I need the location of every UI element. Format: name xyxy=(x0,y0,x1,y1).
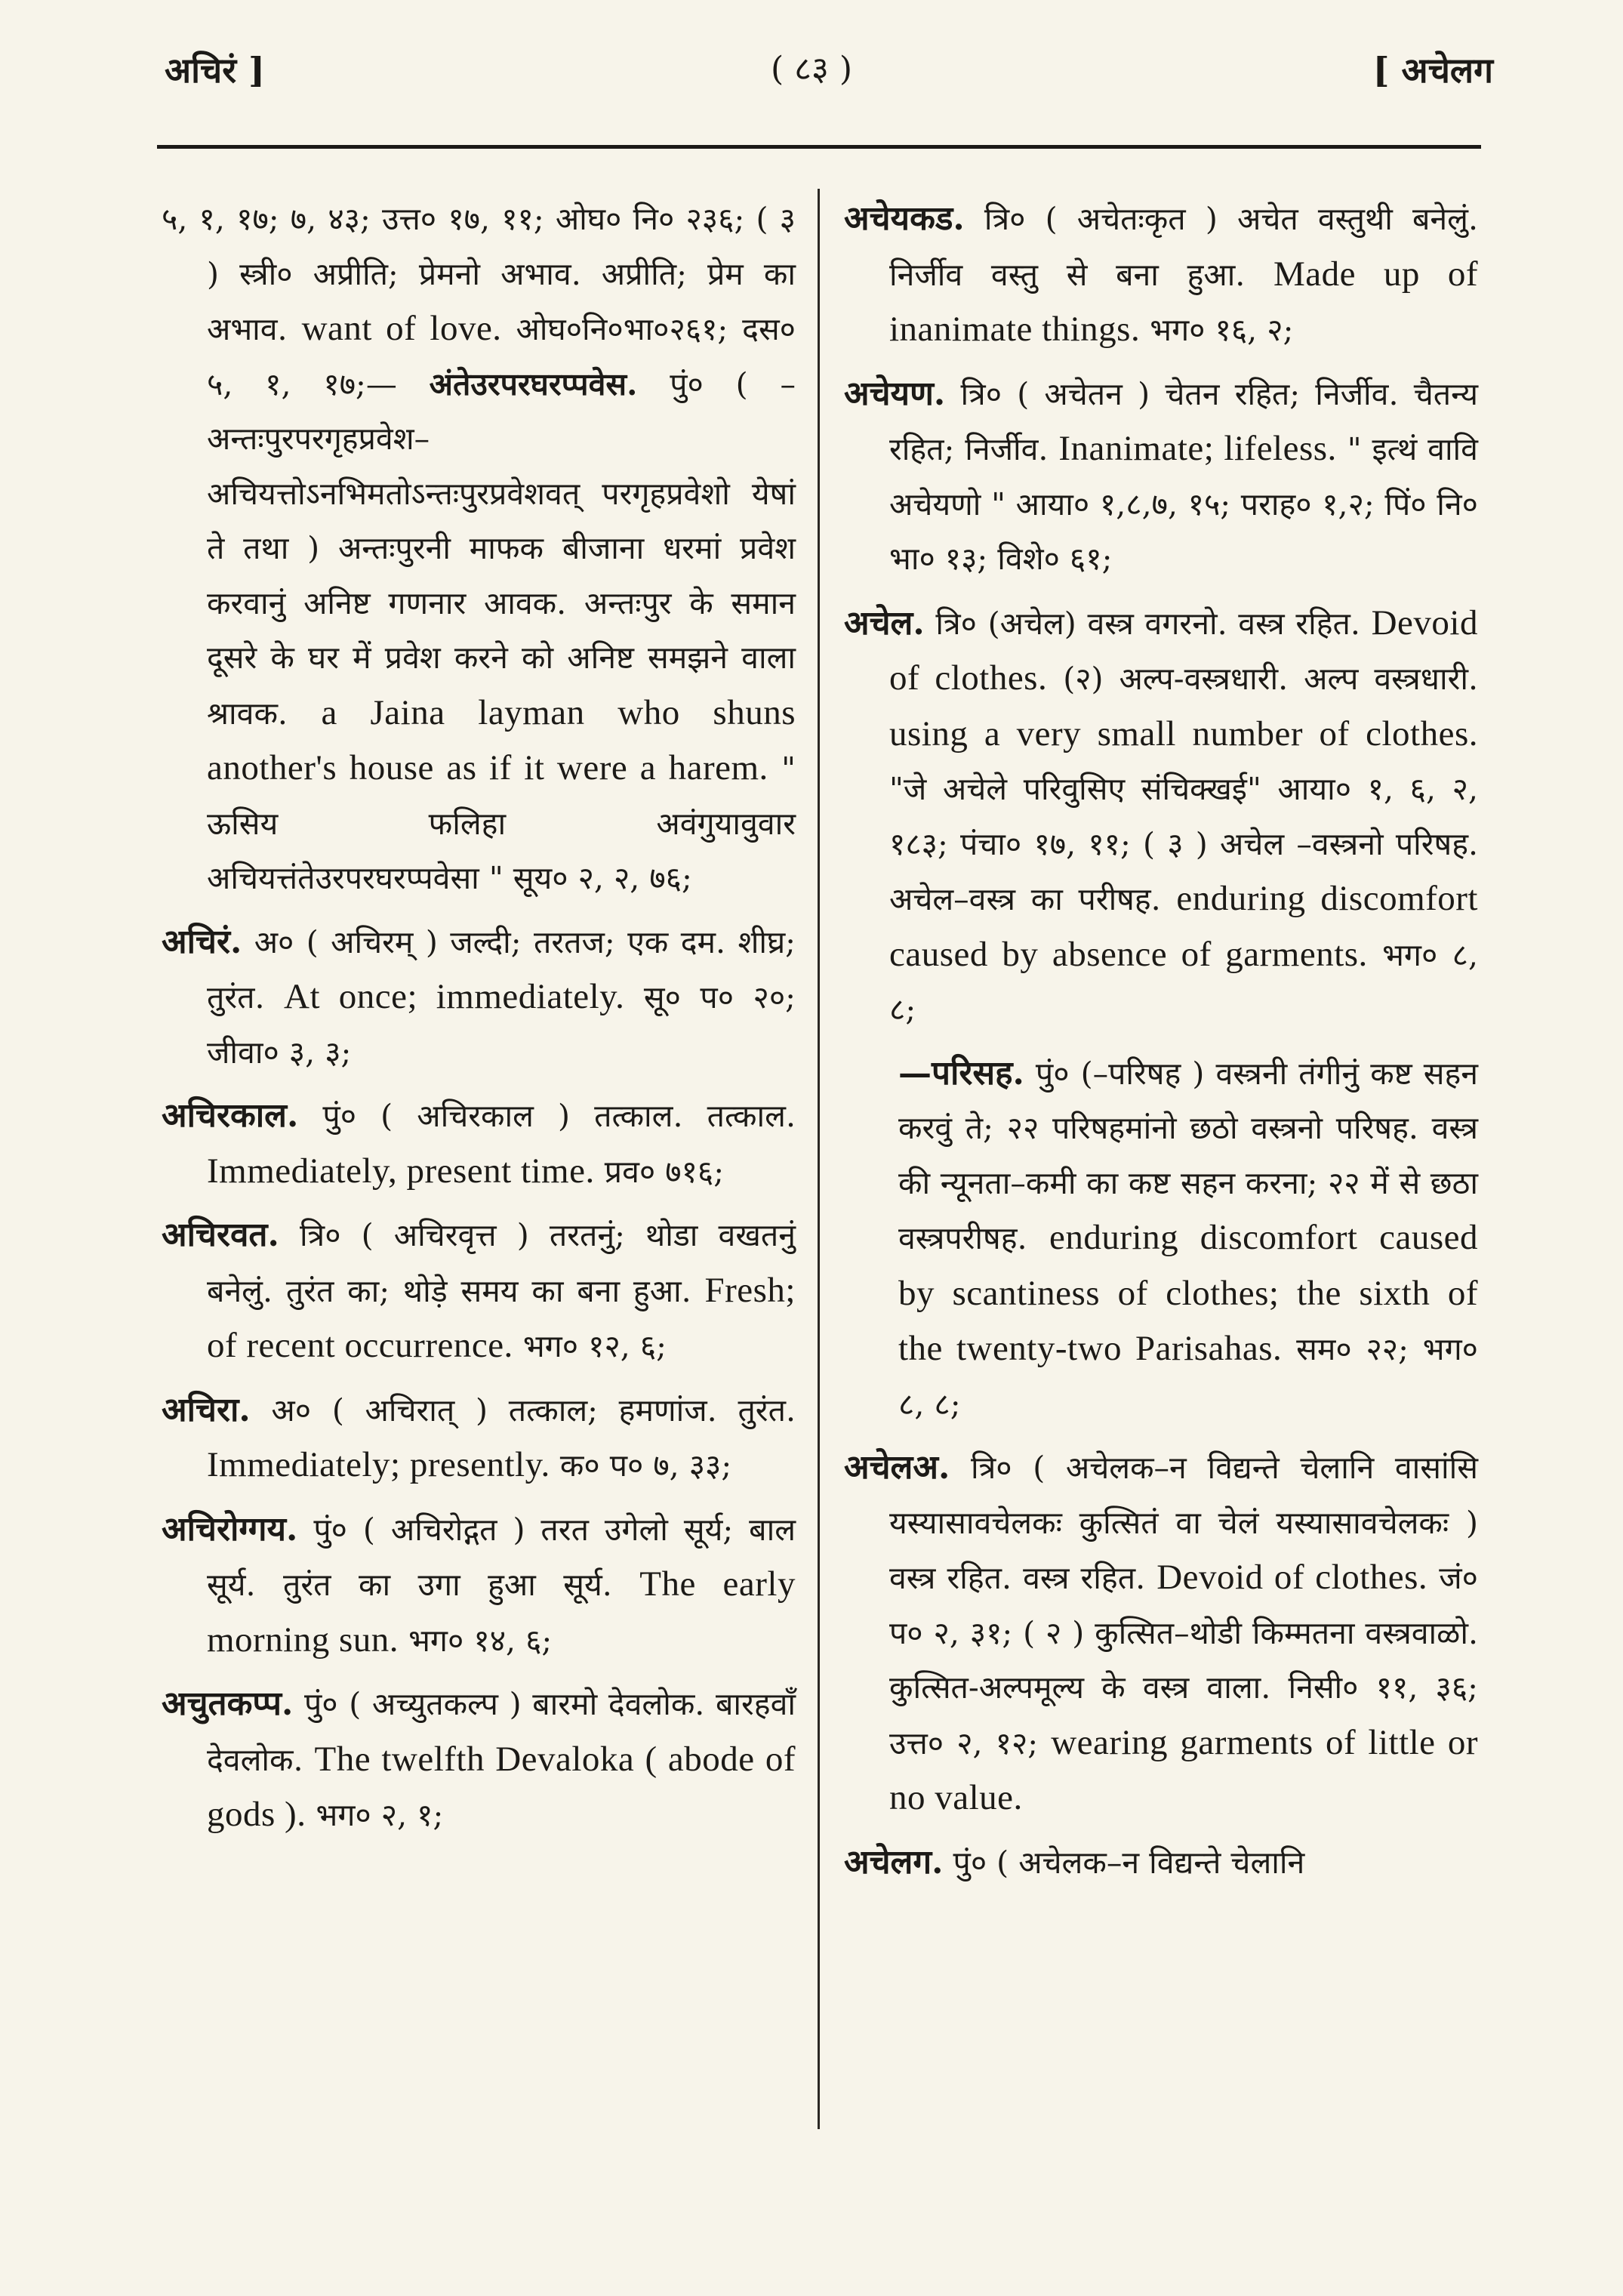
entry-headword: अचिरा. xyxy=(162,1390,251,1429)
dictionary-entry xyxy=(162,1089,796,1199)
entry-reference: भग० १४, ६; xyxy=(408,1622,553,1659)
entry-headword: अचिरवत. xyxy=(162,1216,279,1254)
dictionary-entry xyxy=(844,192,1478,358)
entry-gloss: त्रि० ( अचेलक–न विद्यन्ते चेलानि वासांसि यस्यासावचेलकः कुत्सितं वा चेलं यस्यासावचेलकः ) वस्त्र रहित. वस्त्र रहित. xyxy=(889,1450,1478,1596)
entry-gloss: अ० ( अचिरम् ) जल्दी; तरतज; एक दम. शीघ्र; तुरंत. xyxy=(207,923,796,1015)
dictionary-entry xyxy=(844,1046,1478,1432)
entry-gloss: पुं० ( –अन्तःपुरपरगृहप्रवेश–अचियत्तोऽनभिमतोऽन्तःपुरप्रवेशवत् परगृहप्रवेशो येषां ते तथा ) अन्तःपुरनी माफक बीजाना धरमां प्रवेश करवानुं अनिष्ट गणनार आवक. अन्तःपुर के समान दूसरे के घर में प्रवेश करने को अनिष्ट समझने वाला श्रावक. xyxy=(207,365,796,732)
entry-english: Fresh; of recent occurrence. xyxy=(207,1270,796,1365)
dictionary-entry xyxy=(162,1208,796,1374)
entry-reference: " ऊसिय फलिहा अवंगुयावुवार अचियत्तंतेउरपरघरप्पवेसा " सूय० २, २, ७६; xyxy=(207,750,796,896)
entry-english: want of love. xyxy=(301,309,502,348)
entry-reference: भग० १२, ६; xyxy=(522,1328,667,1364)
entry-gloss: पुं० ( अचिरोद्गत ) तरत उगेलो सूर्य; बाल सूर्य. तुरंत का उगा हुआ सूर्य. xyxy=(207,1511,796,1603)
entry-headword: अचिरकाल. xyxy=(162,1096,299,1135)
entry-english: Made up of inanimate things. xyxy=(889,254,1478,349)
right-column xyxy=(844,192,1478,1890)
entry-reference: भग० ८, ८; xyxy=(889,936,1478,1028)
page-number: ( ८३ ) xyxy=(770,50,853,88)
entry-english: Inanimate; lifeless. xyxy=(1058,429,1337,468)
entry-english: At once; immediately. xyxy=(284,977,625,1016)
running-head-left: अचिरं ] xyxy=(165,50,265,91)
entry-gloss: पुं० ( अचिरकाल ) तत्काल. तत्काल. xyxy=(322,1098,796,1134)
entry-gloss: पुं० ( अच्युतकल्प ) बारमो देवलोक. बारहवाँ देवलोक. xyxy=(207,1686,796,1778)
dictionary-entry xyxy=(844,1441,1478,1826)
entry-subheadword: अंतेउरपरघरप्पवेस. xyxy=(429,365,638,402)
entry-english: The early morning sun. xyxy=(207,1564,796,1660)
entry-headword: अचिरोग्गय. xyxy=(162,1509,298,1549)
dictionary-entry xyxy=(844,1835,1478,1891)
entry-reference: सम० २२; भग० ८, ८; xyxy=(898,1331,1478,1422)
entry-reference: प्रव० ७१६; xyxy=(604,1153,725,1190)
dictionary-entry xyxy=(162,192,796,906)
entry-headword: अचिरं. xyxy=(162,922,242,961)
entry-english: enduring discomfort caused by absence of garments. xyxy=(889,879,1478,974)
entry-headword: अचेयण. xyxy=(844,374,946,413)
dictionary-entry xyxy=(162,1502,796,1669)
entry-headword: —परिसह. xyxy=(898,1053,1024,1093)
dictionary-entry xyxy=(162,1677,796,1843)
entry-reference: भग० १६, २; xyxy=(1150,312,1294,348)
entry-headword: अचुतकप्प. xyxy=(162,1684,294,1723)
entry-gloss: त्रि० ( अचेतःकृत ) अचेत वस्तुथी बनेलुं. निर्जीव वस्तु से बना हुआ. xyxy=(889,201,1478,293)
left-column xyxy=(162,192,796,1843)
entry-gloss: "जे अचेले परिवुसिए संचिक्खई" आया० १, ६, २, १८३; पंचा० १७, ११; ( ३ ) अचेल –वस्त्रनो परिषह. अचेल–वस्त्र का परीषह. xyxy=(889,771,1478,917)
running-head-right: [ अचेलग xyxy=(1372,50,1493,91)
entry-gloss: ५, १, १७; ७, ४३; उत्त० १७, ११; ओघ० नि० २३६; ( ३ ) स्त्री० अप्रीति; प्रेमनो अभाव. अप्रीति; प्रेम का अभाव. xyxy=(162,201,796,347)
entry-english: Immediately, present time. xyxy=(207,1151,595,1191)
entry-gloss: त्रि० ( अचेतन ) चेतन रहित; निर्जीव. चैतन्य रहित; निर्जीव. xyxy=(889,375,1478,467)
entry-gloss: त्रि० ( अचिरवृत्त ) तरतनुं; थोडा वखतनुं बनेलुं. तुरंत का; थोड़े समय का बना हुआ. xyxy=(207,1217,796,1309)
entry-headword: अचेलअ. xyxy=(844,1448,950,1487)
entry-headword: अचेल. xyxy=(844,603,925,643)
entry-gloss: त्रि० (अचेल) वस्त्र वगरनो. वस्त्र रहित. xyxy=(935,605,1360,642)
entry-gloss: अ० ( अचिरात् ) तत्काल; हमणांज. तुरंत. xyxy=(271,1391,796,1428)
column-divider xyxy=(818,189,820,2129)
entry-english: enduring discomfort caused by scantiness of clothes; the sixth of the twenty-two Parisahas. xyxy=(898,1218,1478,1368)
entry-reference: जं० प० २, ३१; ( २ ) कुत्सित–थोडी किम्मतना वस्त्रवाळो. कुत्सित-अल्पमूल्य के वस्त्र वाला. xyxy=(889,1560,1478,1706)
entry-english: using a very small number of clothes. xyxy=(889,713,1478,754)
entry-english: a Jaina layman who shuns another's house as if it were a harem. xyxy=(207,692,796,787)
entry-headword: अचेलग. xyxy=(844,1842,944,1881)
dictionary-entry xyxy=(844,367,1478,587)
entry-reference: ओघ०नि०भा०२६१; दस० ५, १, १७;— xyxy=(207,311,796,402)
entry-gloss: पुं० (–परिषह ) वस्त्रनी तंगीनुं कष्ट सहन करवुं ते; २२ परिषहमांनो छठो वस्त्रनो परिषह. वस्त्र की न्यूनता–कमी का कष्ट सहन करना; २२ में से छठा वस्त्रपरीषह. xyxy=(898,1055,1478,1256)
entry-reference: क० प० ७, ३३; xyxy=(559,1447,732,1484)
entry-reference: " इत्थं वावि अचेयणो " आया० १,८,७, १५; पराह० १,२; पिं० नि० भा० १३; विशे० ६१; xyxy=(889,431,1478,577)
entry-reference: सू० प० २०; जीवा० ३, ३; xyxy=(207,979,796,1071)
entry-english: The twelfth Devaloka ( abode of gods ). xyxy=(207,1739,796,1834)
header-rule xyxy=(157,145,1481,149)
entry-english: Devoid of clothes. xyxy=(889,603,1478,698)
dictionary-entry xyxy=(844,596,1478,1037)
entry-english: wearing garments of little or no value. xyxy=(889,1722,1478,1817)
entry-reference: (२) अल्प-वस्त्रधारी. अल्प वस्त्रधारी. xyxy=(1063,661,1478,697)
entry-english: Devoid of clothes. xyxy=(1156,1558,1428,1597)
entry-headword: अचेयकड. xyxy=(844,199,965,238)
entry-gloss: निसी० ११, ३६; उत्त० २, १२; xyxy=(889,1669,1478,1761)
entry-reference: भग० २, १; xyxy=(316,1797,444,1833)
dictionary-entry xyxy=(162,915,796,1080)
dictionary-entry xyxy=(162,1383,796,1493)
entry-english: Immediately; presently. xyxy=(207,1445,550,1484)
entry-gloss: पुं० ( अचेलक–न विद्यन्ते चेलानि xyxy=(953,1844,1305,1881)
